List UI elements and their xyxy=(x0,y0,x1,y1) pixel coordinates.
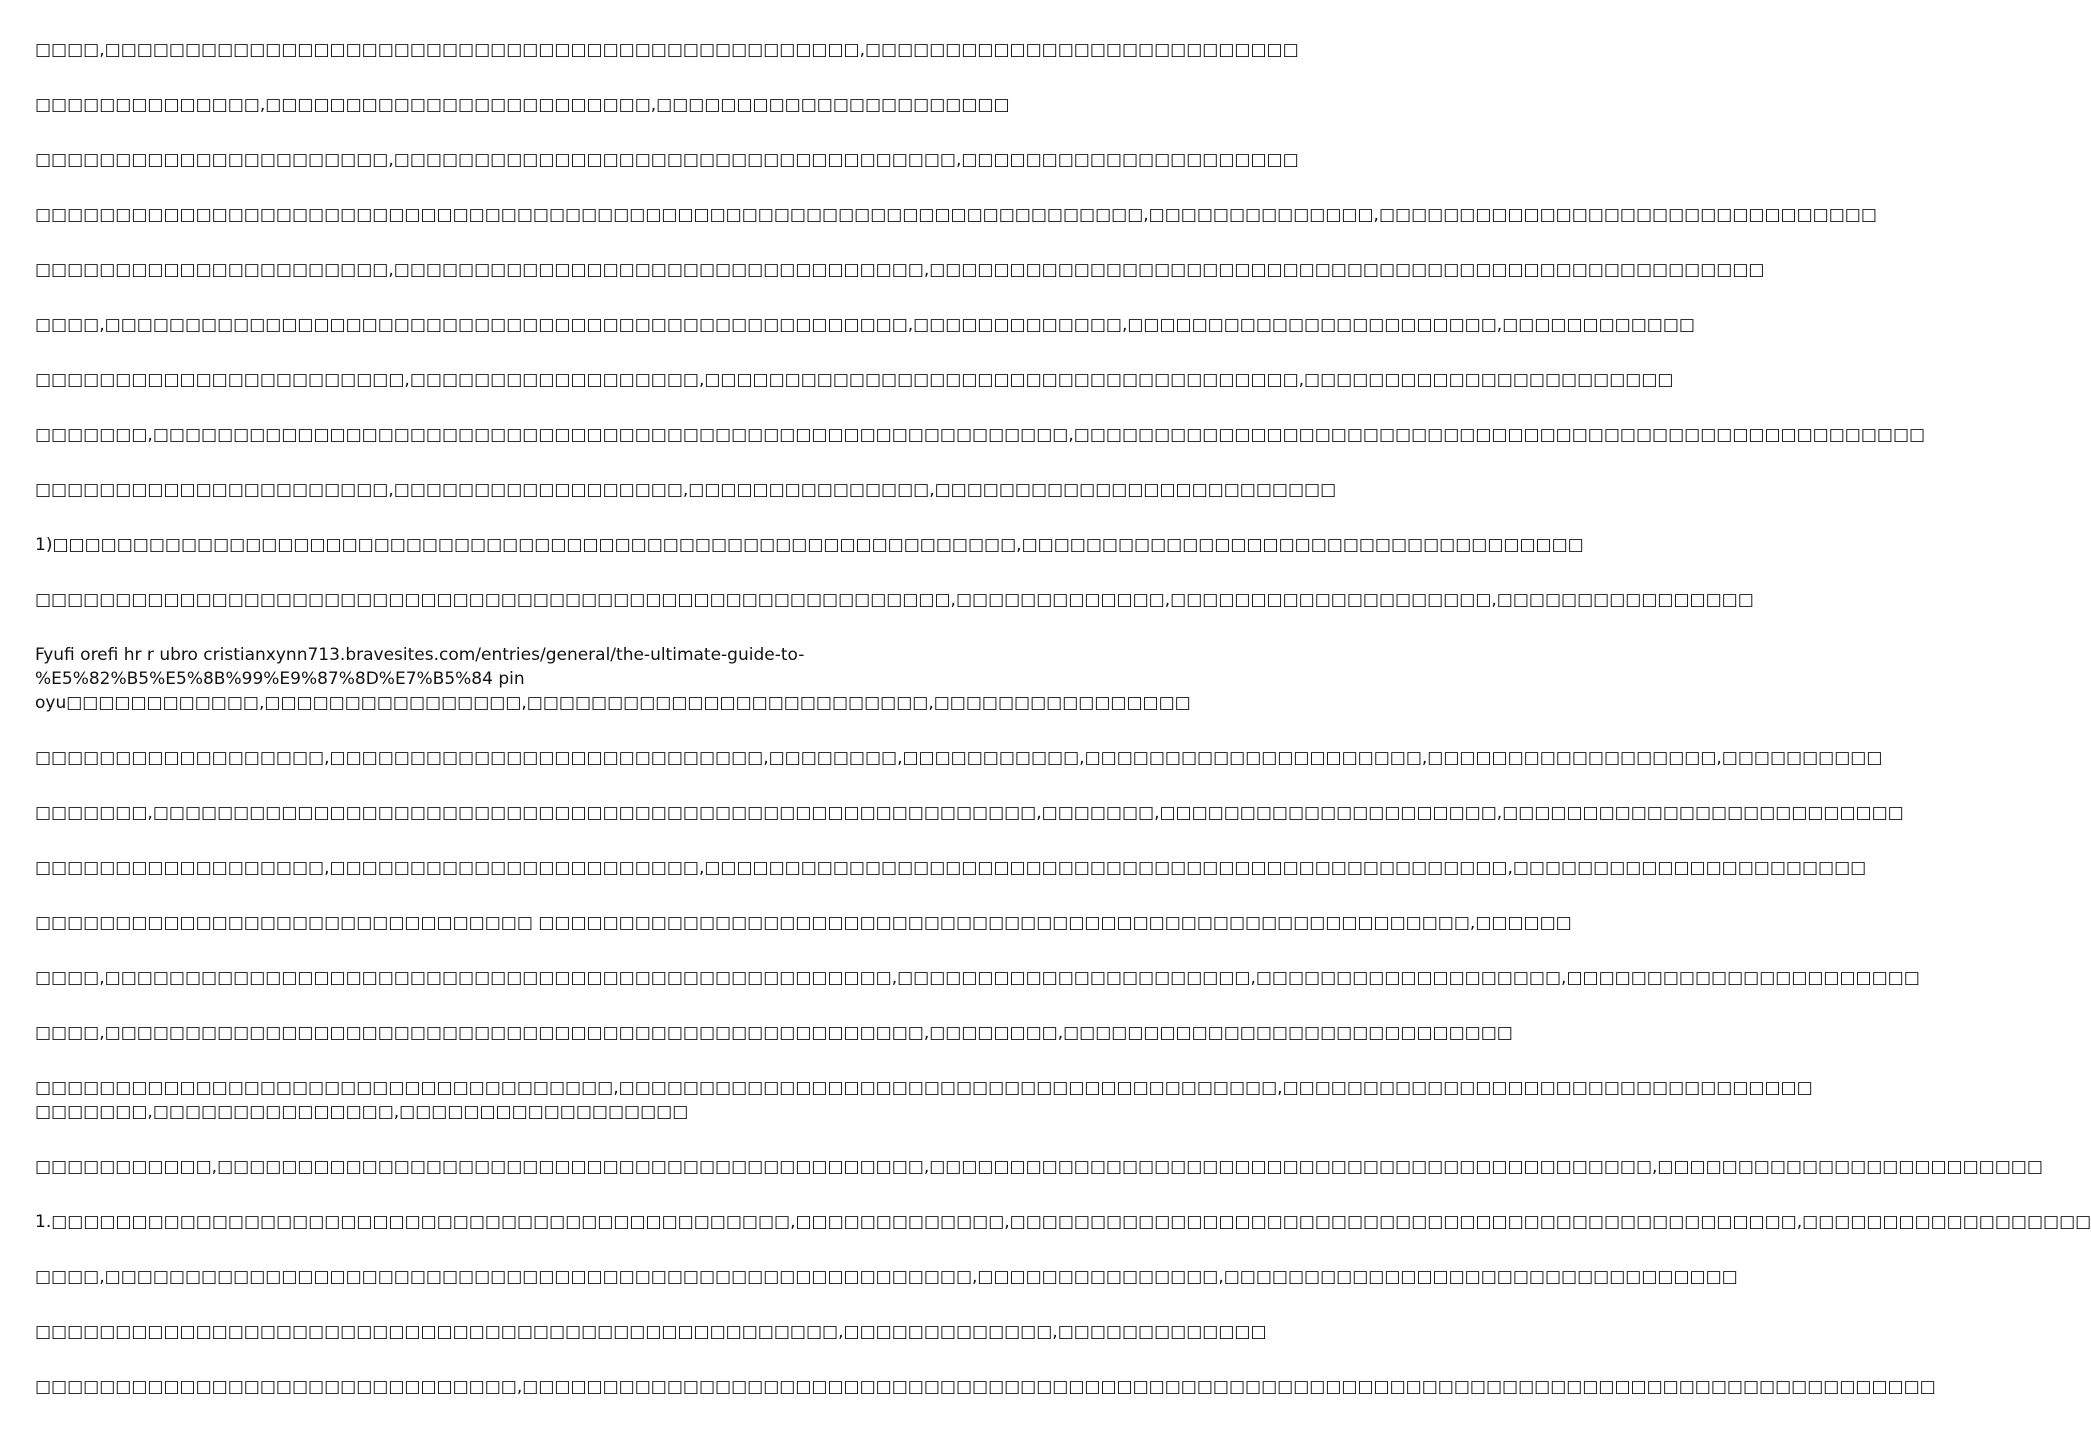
paragraph-10: 1)□□□□□□□□□□□□□□□□□□□□□□□□□□□□□□□□□□□□□□□□□□□□□□□□□□□□□□□□□□□□,□□□□□□□□□□□□□□□□□□□□□□□□□□□□□□□□□□□ xyxy=(35,535,1584,555)
paragraph-17: □□□□,□□□□□□□□□□□□□□□□□□□□□□□□□□□□□□□□□□□□□□□□□□□□□□□□□,□□□□□□□□□□□□□□□□□□□□□□,□□□□□□□□□□□□□□□□□□□,□□□□□□□□□□□□□□□□□□□□□□ xyxy=(35,968,1920,988)
paragraph-18: □□□□,□□□□□□□□□□□□□□□□□□□□□□□□□□□□□□□□□□□□□□□□□□□□□□□□□□□,□□□□□□□□,□□□□□□□□□□□□□□□□□□□□□□□□□□□□ xyxy=(35,1023,1513,1043)
paragraph-19-line-1: □□□□□□□□□□□□□□□□□□□□□□□□□□□□□□□□□□□□,□□□□□□□□□□□□□□□□□□□□□□□□□□□□□□□□□□□□□□□□□,□□□□□□□□□□□□□□□□□□□□□□□□□□□□□□□□□ xyxy=(35,1078,1813,1098)
paragraph-19-line-2: □□□□□□□,□□□□□□□□□□□□□□□,□□□□□□□□□□□□□□□□□□ xyxy=(35,1102,689,1122)
paragraph-1: □□□□,□□□□□□□□□□□□□□□□□□□□□□□□□□□□□□□□□□□□□□□□□□□□□□□,□□□□□□□□□□□□□□□□□□□□□□□□□□□ xyxy=(35,40,1299,60)
paragraph-8: □□□□□□□,□□□□□□□□□□□□□□□□□□□□□□□□□□□□□□□□□□□□□□□□□□□□□□□□□□□□□□□□□,□□□□□□□□□□□□□□□□□□□□□□□□□□□□□□□□□□□□□□□□□□□□□□□□□□□□□ xyxy=(35,425,1926,445)
document-body xyxy=(35,38,2091,1430)
paragraph-2: □□□□□□□□□□□□□□,□□□□□□□□□□□□□□□□□□□□□□□□,□□□□□□□□□□□□□□□□□□□□□□ xyxy=(35,95,1010,115)
paragraph-15: □□□□□□□□□□□□□□□□□□,□□□□□□□□□□□□□□□□□□□□□□□,□□□□□□□□□□□□□□□□□□□□□□□□□□□□□□□□□□□□□□□□□□□□□□□□□□,□□□□□□□□□□□□□□□□□□□□□□ xyxy=(35,858,1867,878)
paragraph-21: 1.□□□□□□□□□□□□□□□□□□□□□□□□□□□□□□□□□□□□□□□□□□□□□□,□□□□□□□□□□□□□,□□□□□□□□□□□□□□□□□□□□□□□□□□□□□□□□□□□□□□□□□□□□□□□□□,□□□□□□□□□□□□□□□□□□ xyxy=(35,1212,2091,1232)
paragraph-11: □□□□□□□□□□□□□□□□□□□□□□□□□□□□□□□□□□□□□□□□□□□□□□□□□□□□□□□□□,□□□□□□□□□□□□□,□□□□□□□□□□□□□□□□□□□□,□□□□□□□□□□□□□□□□ xyxy=(35,590,1754,610)
paragraph-3: □□□□□□□□□□□□□□□□□□□□□□,□□□□□□□□□□□□□□□□□□□□□□□□□□□□□□□□□□□,□□□□□□□□□□□□□□□□□□□□□ xyxy=(35,150,1299,170)
paragraph-5: □□□□□□□□□□□□□□□□□□□□□□,□□□□□□□□□□□□□□□□□□□□□□□□□□□□□□□□□,□□□□□□□□□□□□□□□□□□□□□□□□□□□□□□□□□□□□□□□□□□□□□□□□□□□□ xyxy=(35,260,1765,280)
link-paragraph-line-3: oyu□□□□□□□□□□□□,□□□□□□□□□□□□□□□□,□□□□□□□□□□□□□□□□□□□□□□□□□,□□□□□□□□□□□□□□□□ xyxy=(35,693,1191,713)
paragraph-7: □□□□□□□□□□□□□□□□□□□□□□□,□□□□□□□□□□□□□□□□□□,□□□□□□□□□□□□□□□□□□□□□□□□□□□□□□□□□□□□□,□□□□□□□□□□□□□□□□□□□□□□□ xyxy=(35,370,1674,390)
paragraph-16: □□□□□□□□□□□□□□□□□□□□□□□□□□□□□□□ □□□□□□□□□□□□□□□□□□□□□□□□□□□□□□□□□□□□□□□□□□□□□□□□□□□□□□□□□□,□□□□□□ xyxy=(35,913,1572,933)
paragraph-9: □□□□□□□□□□□□□□□□□□□□□□,□□□□□□□□□□□□□□□□□□,□□□□□□□□□□□□□□□,□□□□□□□□□□□□□□□□□□□□□□□□□ xyxy=(35,480,1337,500)
paragraph-20: □□□□□□□□□□□,□□□□□□□□□□□□□□□□□□□□□□□□□□□□□□□□□□□□□□□□□□□□,□□□□□□□□□□□□□□□□□□□□□□□□□□□□□□□□□□□□□□□□□□□□□,□□□□□□□□□□□□□□□□□□□□□□□□ xyxy=(35,1157,2043,1177)
paragraph-23: □□□□□□□□□□□□□□□□□□□□□□□□□□□□□□□□□□□□□□□□□□□□□□□□□□,□□□□□□□□□□□□□,□□□□□□□□□□□□□ xyxy=(35,1322,1267,1342)
link-paragraph-line-1: Fyufi orefi hr r ubro cristianxynn713.bravesites.com/entries/general/the-ultimate-guide-to- xyxy=(35,645,805,665)
paragraph-6: □□□□,□□□□□□□□□□□□□□□□□□□□□□□□□□□□□□□□□□□□□□□□□□□□□□□□□□,□□□□□□□□□□□□□,□□□□□□□□□□□□□□□□□□□□□□□,□□□□□□□□□□□□ xyxy=(35,315,1695,335)
paragraph-19 xyxy=(35,1076,1813,1124)
link-paragraph-line-2: %E5%82%B5%E5%8B%99%E9%87%8D%E7%B5%84 pin xyxy=(35,669,525,689)
paragraph-24: □□□□□□□□□□□□□□□□□□□□□□□□□□□□□□,□□□□□□□□□□□□□□□□□□□□□□□□□□□□□□□□□□□□□□□□□□□□□□□□□□□□□□□□□□□□□□□□□□□□□□□□□□□□□□□□□□□□□□□□ xyxy=(35,1377,1936,1397)
paragraph-22: □□□□,□□□□□□□□□□□□□□□□□□□□□□□□□□□□□□□□□□□□□□□□□□□□□□□□□□□□□□,□□□□□□□□□□□□□□□,□□□□□□□□□□□□□□□□□□□□□□□□□□□□□□□□ xyxy=(35,1267,1738,1287)
link-paragraph xyxy=(35,643,1191,715)
paragraph-4: □□□□□□□□□□□□□□□□□□□□□□□□□□□□□□□□□□□□□□□□□□□□□□□□□□□□□□□□□□□□□□□□□□□□□,□□□□□□□□□□□□□□,□□□□□□□□□□□□□□□□□□□□□□□□□□□□□□□ xyxy=(35,205,1877,225)
paragraph-14: □□□□□□□,□□□□□□□□□□□□□□□□□□□□□□□□□□□□□□□□□□□□□□□□□□□□□□□□□□□□□□□,□□□□□□□,□□□□□□□□□□□□□□□□□□□□□,□□□□□□□□□□□□□□□□□□□□□□□□□ xyxy=(35,803,1904,823)
paragraph-13: □□□□□□□□□□□□□□□□□□,□□□□□□□□□□□□□□□□□□□□□□□□□□□,□□□□□□□□,□□□□□□□□□□□,□□□□□□□□□□□□□□□□□□□□□,□□□□□□□□□□□□□□□□□□,□□□□□□□□□□ xyxy=(35,748,1883,768)
